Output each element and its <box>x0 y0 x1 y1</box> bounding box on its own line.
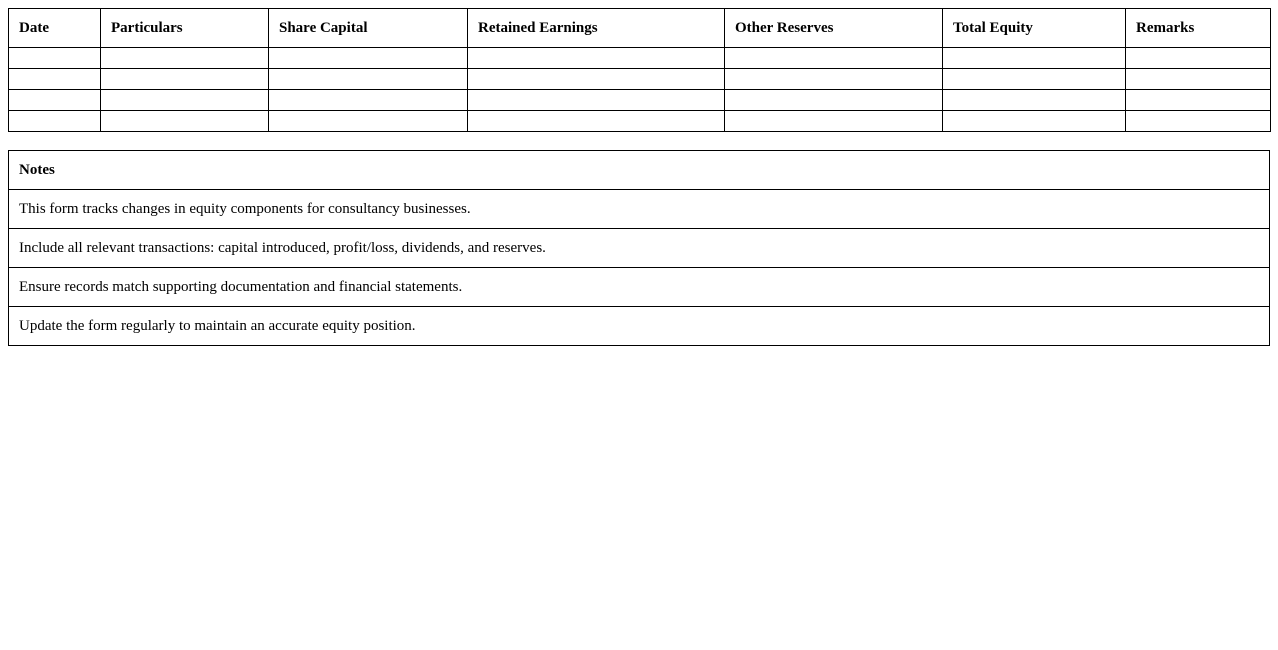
column-header-total-equity: Total Equity <box>943 9 1126 48</box>
table-row <box>9 48 1271 69</box>
column-header-date: Date <box>9 9 101 48</box>
particulars-cell[interactable] <box>101 69 269 90</box>
retained-earnings-cell[interactable] <box>468 111 725 132</box>
remarks-cell[interactable] <box>1126 90 1271 111</box>
equity-statement-form <box>8 8 1270 346</box>
notes-header-row <box>9 151 1270 190</box>
column-header-share-capital: Share Capital <box>269 9 468 48</box>
particulars-cell[interactable] <box>101 90 269 111</box>
column-header-retained-earnings: Retained Earnings <box>468 9 725 48</box>
note-item: This form tracks changes in equity components for consultancy businesses. <box>9 190 1270 229</box>
share-capital-cell[interactable] <box>269 90 468 111</box>
total-equity-cell[interactable] <box>943 90 1126 111</box>
remarks-cell[interactable] <box>1126 111 1271 132</box>
other-reserves-cell[interactable] <box>725 69 943 90</box>
total-equity-cell[interactable] <box>943 111 1126 132</box>
remarks-cell[interactable] <box>1126 48 1271 69</box>
note-item: Ensure records match supporting documentation and financial statements. <box>9 268 1270 307</box>
column-header-other-reserves: Other Reserves <box>725 9 943 48</box>
date-cell[interactable] <box>9 90 101 111</box>
date-cell[interactable] <box>9 48 101 69</box>
date-cell[interactable] <box>9 69 101 90</box>
other-reserves-cell[interactable] <box>725 48 943 69</box>
remarks-cell[interactable] <box>1126 69 1271 90</box>
note-item: Include all relevant transactions: capital introduced, profit/loss, dividends, and reserves. <box>9 229 1270 268</box>
total-equity-cell[interactable] <box>943 48 1126 69</box>
note-row <box>9 190 1270 229</box>
table-row <box>9 90 1271 111</box>
table-row <box>9 111 1271 132</box>
retained-earnings-cell[interactable] <box>468 90 725 111</box>
particulars-cell[interactable] <box>101 48 269 69</box>
table-row <box>9 69 1271 90</box>
other-reserves-cell[interactable] <box>725 111 943 132</box>
date-cell[interactable] <box>9 111 101 132</box>
column-header-remarks: Remarks <box>1126 9 1271 48</box>
particulars-cell[interactable] <box>101 111 269 132</box>
notes-heading: Notes <box>9 151 1270 190</box>
note-row <box>9 307 1270 346</box>
note-row <box>9 229 1270 268</box>
share-capital-cell[interactable] <box>269 111 468 132</box>
table-header-row <box>9 9 1271 48</box>
note-item: Update the form regularly to maintain an accurate equity position. <box>9 307 1270 346</box>
retained-earnings-cell[interactable] <box>468 48 725 69</box>
column-header-particulars: Particulars <box>101 9 269 48</box>
equity-changes-table <box>8 8 1271 132</box>
share-capital-cell[interactable] <box>269 48 468 69</box>
notes-table <box>8 150 1270 346</box>
other-reserves-cell[interactable] <box>725 90 943 111</box>
total-equity-cell[interactable] <box>943 69 1126 90</box>
note-row <box>9 268 1270 307</box>
retained-earnings-cell[interactable] <box>468 69 725 90</box>
share-capital-cell[interactable] <box>269 69 468 90</box>
